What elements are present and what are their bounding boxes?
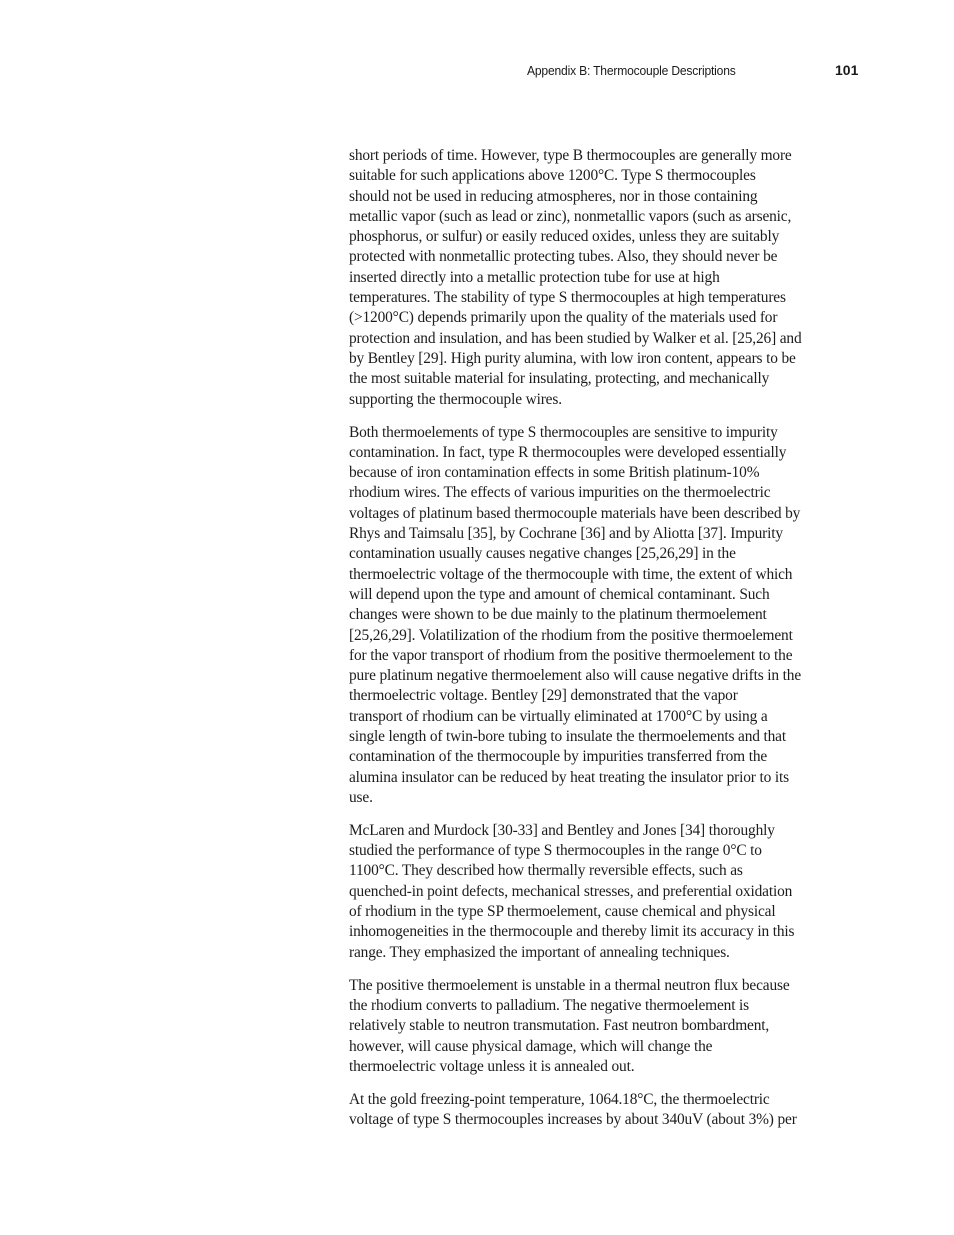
text-line: alumina insulator can be reduced by heat treating the insulator prior to its — [349, 768, 789, 786]
text-line: inhomogeneities in the thermocouple and thereby limit its accuracy in this — [349, 923, 795, 941]
paragraph — [349, 821, 862, 963]
text-line: contamination. In fact, type R thermocouples were developed essentially — [349, 443, 787, 461]
text-line: contamination of the thermocouple by impurities transferred from the — [349, 748, 768, 766]
text-line: thermoelectric voltage of the thermocouple with time, the extent of which — [349, 565, 793, 583]
text-line: suitable for such applications above 1200°C. Type S thermocouples — [349, 167, 756, 185]
text-line: range. They emphasized the important of annealing techniques. — [349, 943, 730, 961]
text-line: of rhodium in the type SP thermoelement, cause chemical and physical — [349, 903, 776, 921]
text-line: 1100°C. They described how thermally reversible effects, such as — [349, 862, 743, 880]
text-line: rhodium wires. The effects of various impurities on the thermoelectric — [349, 484, 771, 502]
text-line: metallic vapor (such as lead or zinc), nonmetallic vapors (such as arsenic, — [349, 207, 792, 225]
page-header — [0, 63, 954, 83]
text-line: thermoelectric voltage. Bentley [29] demonstrated that the vapor — [349, 687, 738, 705]
paragraph — [349, 976, 862, 1077]
paragraph — [349, 423, 862, 809]
page-number: 101 — [835, 62, 859, 78]
text-line: however, will cause physical damage, which will change the — [349, 1037, 713, 1055]
text-line: inserted directly into a metallic protection tube for use at high — [349, 268, 720, 286]
text-line: The positive thermoelement is unstable in a thermal neutron flux because — [349, 976, 790, 994]
text-line: changes were shown to be due mainly to the platinum thermoelement — [349, 606, 767, 624]
text-line: the most suitable material for insulating, protecting, and mechanically — [349, 370, 770, 388]
text-line: use. — [349, 788, 373, 806]
text-line: Both thermoelements of type S thermocouples are sensitive to impurity — [349, 423, 778, 441]
running-title: Appendix B: Thermocouple Descriptions — [527, 63, 736, 78]
text-line: thermoelectric voltage unless it is annealed out. — [349, 1057, 635, 1075]
body-text — [349, 146, 862, 1143]
text-line: McLaren and Murdock [30-33] and Bentley and Jones [34] thoroughly — [349, 821, 775, 839]
text-line: pure platinum negative thermoelement also will cause negative drifts in the — [349, 667, 802, 685]
text-line: transport of rhodium can be virtually eliminated at 1700°C by using a — [349, 707, 768, 725]
paragraph — [349, 1090, 862, 1131]
text-line: because of iron contamination effects in some British platinum-10% — [349, 464, 760, 482]
text-line: for the vapor transport of rhodium from the positive thermoelement to the — [349, 646, 793, 664]
text-line: will depend upon the type and amount of chemical contaminant. Such — [349, 585, 770, 603]
text-line: At the gold freezing-point temperature, 1064.18°C, the thermoelectric — [349, 1090, 770, 1108]
text-line: relatively stable to neutron transmutation. Fast neutron bombardment, — [349, 1017, 770, 1035]
text-line: [25,26,29]. Volatilization of the rhodium from the positive thermoelement — [349, 626, 793, 644]
text-line: temperatures. The stability of type S thermocouples at high temperatures — [349, 289, 786, 307]
text-line: quenched-in point defects, mechanical stresses, and preferential oxidation — [349, 882, 793, 900]
text-line: short periods of time. However, type B thermocouples are generally more — [349, 147, 792, 164]
text-line: supporting the thermocouple wires. — [349, 390, 562, 408]
text-line: studied the performance of type S thermocouples in the range 0°C to — [349, 842, 762, 860]
text-line: voltages of platinum based thermocouple materials have been described by — [349, 504, 801, 522]
text-line: phosphorus, or sulfur) or easily reduced oxides, unless they are suitably — [349, 228, 780, 246]
text-line: contamination usually causes negative changes [25,26,29] in the — [349, 545, 736, 563]
text-line: (>1200°C) depends primarily upon the quality of the materials used for — [349, 309, 778, 327]
text-line: Rhys and Taimsalu [35], by Cochrane [36] and by Aliotta [37]. Impurity — [349, 525, 783, 543]
text-line: protected with nonmetallic protecting tubes. Also, they should never be — [349, 248, 778, 266]
text-line: should not be used in reducing atmospheres, nor in those containing — [349, 187, 758, 205]
text-line: by Bentley [29]. High purity alumina, with low iron content, appears to be — [349, 349, 796, 367]
paragraph — [349, 146, 862, 410]
text-line: the rhodium converts to palladium. The negative thermoelement is — [349, 996, 749, 1014]
text-line: single length of twin-bore tubing to insulate the thermoelements and that — [349, 728, 786, 745]
text-line: protection and insulation, and has been studied by Walker et al. [25,26] and — [349, 329, 802, 347]
text-line: voltage of type S thermocouples increases by about 340uV (about 3%) per — [349, 1111, 797, 1129]
